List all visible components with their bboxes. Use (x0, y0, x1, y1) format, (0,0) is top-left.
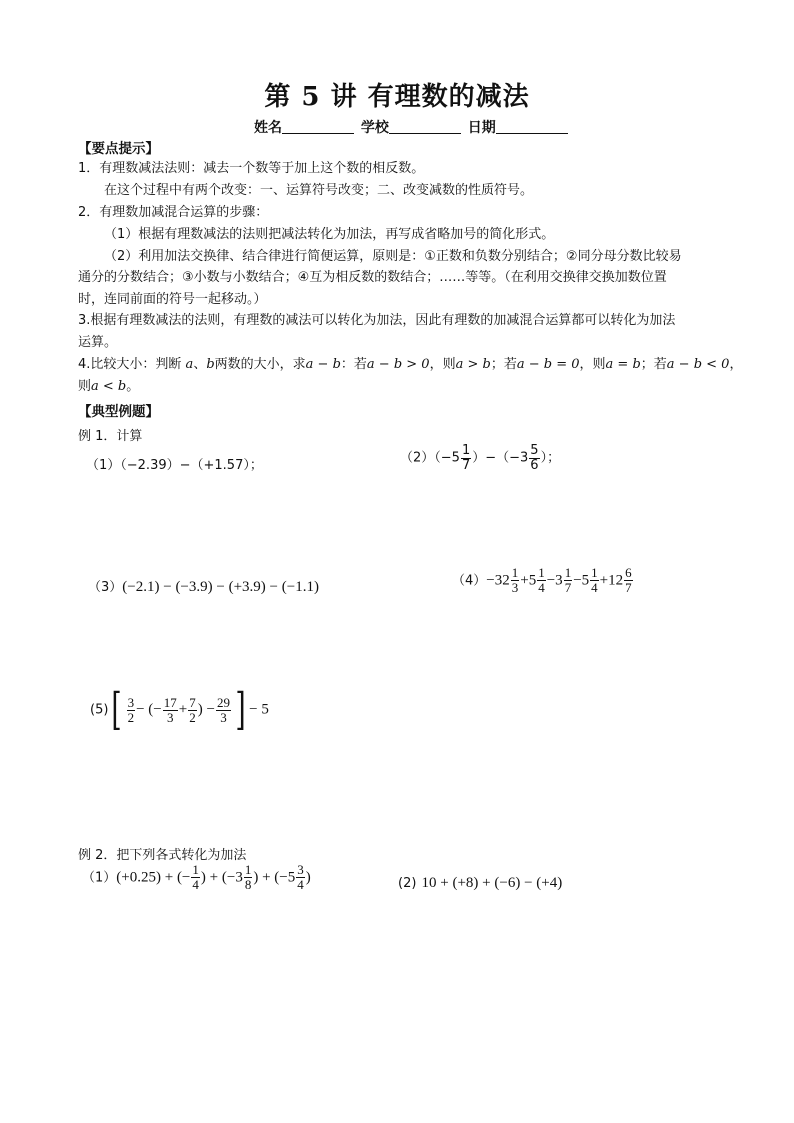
section-header-key-points: 【要点提示】 (78, 141, 159, 157)
kp4-cond-2: a − b = 0 (516, 357, 580, 372)
key-point-1: 1．有理数减法法则：减去一个数等于加上这个数的相反数。 (78, 161, 425, 176)
ex2-q1 (82, 863, 311, 891)
ex1-q4-frac-b-den: 4 (538, 579, 545, 595)
ex1-q2 (400, 444, 560, 472)
ex1-q4-frac-d-num: 1 (591, 565, 598, 580)
ex1-q4-frac-c (564, 566, 573, 594)
ex1-q4-frac-c-num: 1 (564, 565, 572, 580)
ex1-q4-frac-a (511, 566, 520, 594)
ex2-q1-part-a: (+0.25) + (− (116, 869, 191, 886)
ex1-q5-frac-1-num: 3 (127, 694, 135, 710)
ex1-q4-frac-b (537, 566, 546, 594)
ex2-q1-frac-a-den: 4 (192, 876, 199, 892)
key-point-2-step-1: （1）根据有理数减法的法则把减法转化为加法，再写成省略加号的简化形式。 (104, 227, 555, 242)
ex1-q4-term-a: −32 (486, 572, 510, 589)
ex2-q1-frac-a-num: 1 (192, 862, 199, 877)
kp4-line2-lead: 则 (78, 379, 92, 394)
example-1-label: 例 1．计算 (78, 429, 143, 444)
ex1-q5-tail: − 5 (249, 701, 269, 718)
kp4-sep: 、 (193, 357, 207, 372)
ex1-q4-frac-d-den: 4 (591, 579, 598, 595)
example-2-label: 例 2．把下列各式转化为加法 (78, 848, 247, 863)
kp4-then-1: ，则 (429, 357, 456, 372)
ex1-q5-op-3: ) − (197, 701, 215, 718)
kp4-cond-3: a − b < 0 (666, 357, 730, 372)
ex1-q3 (88, 576, 319, 596)
ex1-q5-frac-1 (127, 696, 136, 724)
ex2-q1-frac-c (296, 863, 305, 891)
ex1-q4-term-c: −3 (546, 572, 563, 589)
kp4-result-1: a > b (455, 357, 491, 372)
ex1-q4-frac-e-den: 7 (625, 579, 632, 595)
ex2-q1-frac-b (244, 863, 253, 891)
kp4-comma: ， (729, 357, 743, 372)
school-blank[interactable] (389, 119, 461, 134)
ex1-q5-label: (5) (90, 702, 109, 718)
kp4-var-b: b (206, 357, 215, 372)
ex1-q4-frac-e-num: 6 (625, 565, 632, 580)
ex1-q5-frac-3-num: 7 (189, 694, 196, 710)
ex1-q2-frac-1 (461, 444, 471, 472)
ex1-q4-frac-b-num: 1 (538, 565, 545, 580)
ex1-q5-frac-3-den: 2 (189, 709, 196, 725)
ex1-q2-frac-2-den: 6 (530, 457, 539, 473)
ex2-q1-part-d: ) (305, 869, 311, 886)
date-label: 日期 (467, 120, 496, 136)
ex1-q5-left-bracket: [ (111, 684, 123, 735)
ex1-q4 (452, 566, 634, 594)
ex1-q4-frac-d (590, 566, 599, 594)
kp4-result-2: a = b (605, 357, 641, 372)
kp4-end: 。 (126, 379, 140, 394)
ex1-q2-tail: ）； (540, 450, 561, 466)
date-blank[interactable] (496, 119, 568, 134)
ex1-q2-frac-2-num: 5 (530, 443, 539, 458)
ex2-q1-label: （1） (82, 870, 117, 886)
kp4-result-3: a < b (91, 379, 127, 394)
ex1-q4-term-b: +5 (520, 572, 537, 589)
ex1-q5-frac-3 (188, 696, 197, 724)
student-info-line (254, 117, 570, 137)
ex1-q2-frac-1-num: 1 (461, 443, 471, 458)
ex2-q1-part-c: ) + (−5 (253, 869, 296, 886)
ex2-q1-frac-b-num: 1 (244, 862, 252, 877)
name-label: 姓名 (254, 120, 282, 136)
ex2-q1-frac-b-den: 8 (244, 876, 252, 892)
ex1-q5-op-1: − (− (136, 701, 162, 718)
ex1-q4-frac-e (624, 566, 633, 594)
ex1-q2-frac-2 (529, 444, 539, 472)
ex1-q2-frac-1-den: 7 (461, 457, 471, 473)
name-blank[interactable] (282, 119, 354, 134)
key-point-4-line-1 (78, 353, 742, 372)
ex1-q5-frac-1-den: 2 (127, 709, 135, 725)
kp4-semi-2: ；若 (640, 357, 667, 372)
ex1-q3-expr: (−2.1) − (−3.9) − (+3.9) − (−1.1) (122, 579, 319, 595)
ex2-q1-part-b: ) + (−3 (200, 869, 243, 886)
key-point-3-line-1: 3.根据有理数减法的法则，有理数的减法可以转化为加法，因此有理数的加减混合运算都可以转化为加法 (78, 313, 676, 328)
ex1-q3-label: （3） (88, 580, 123, 595)
kp4-mid: 两数的大小，求 (214, 357, 306, 372)
ex1-q1: （1）（−2.39）−（+1.57）； (86, 458, 263, 473)
key-point-2-step-2-line-3: 时，连同前面的符号一起移动。） (78, 292, 267, 307)
ex1-q4-term-d: −5 (573, 572, 590, 589)
ex2-q1-frac-a (191, 863, 200, 891)
ex1-q4-frac-c-den: 7 (564, 579, 572, 595)
ex1-q5-frac-2 (163, 696, 178, 724)
ex1-q4-frac-a-num: 1 (511, 565, 519, 580)
section-header-examples: 【典型例题】 (78, 404, 159, 420)
kp4-then-2: ，则 (579, 357, 606, 372)
kp4-diff: a − b (305, 357, 341, 372)
kp4-var-a: a (185, 357, 194, 372)
kp4-cond-1: a − b > 0 (366, 357, 430, 372)
kp4-semi-1: ；若 (490, 357, 517, 372)
ex1-q5 (90, 684, 269, 735)
ex1-q5-op-2: + (178, 701, 188, 718)
key-point-2-step-2-line-1: （2）利用加法交换律、结合律进行简便运算，原则是：①正数和负数分别结合；②同分母分数比较易 (104, 249, 682, 264)
key-point-2: 2．有理数加减混合运算的步骤： (78, 205, 269, 220)
ex1-q5-frac-4 (216, 696, 231, 724)
key-point-1-detail: 在这个过程中有两个改变：一、运算符号改变；二、改变减数的性质符号。 (104, 183, 534, 198)
ex2-q2-label: (2) (398, 876, 417, 891)
kp4-lead: 4.比较大小：判断 (78, 357, 182, 372)
ex2-q1-frac-c-den: 4 (297, 876, 304, 892)
ex1-q5-frac-4-den: 3 (220, 709, 227, 725)
school-label: 学校 (360, 120, 389, 136)
key-point-4-line-2 (78, 375, 139, 394)
ex1-q2-lead: （2）（−5 (400, 450, 460, 466)
ex1-q5-frac-2-den: 3 (167, 709, 174, 725)
kp4-colon: ：若 (340, 357, 367, 372)
ex1-q4-label: （4） (452, 573, 487, 589)
ex1-q5-frac-4-num: 29 (216, 694, 230, 710)
ex1-q4-frac-a-den: 3 (511, 579, 519, 595)
ex1-q5-frac-2-num: 17 (163, 694, 177, 710)
ex1-q2-mid: ）−（−3 (472, 450, 529, 466)
ex1-q5-right-bracket: ] (235, 684, 246, 735)
ex2-q2-expr: 10 + (+8) + (−6) − (+4) (421, 875, 563, 891)
ex1-q4-term-e: +12 (599, 572, 624, 589)
ex2-q2 (398, 872, 562, 892)
page-title: 第 5 讲 有理数的减法 (264, 82, 530, 112)
key-point-3-line-2: 运算。 (78, 335, 118, 350)
key-point-2-step-2-line-2: 通分的分数结合；③小数与小数结合；④互为相反数的数结合；……等等。（在利用交换律交换加数位置 (78, 270, 667, 285)
ex2-q1-frac-c-num: 3 (297, 862, 304, 877)
